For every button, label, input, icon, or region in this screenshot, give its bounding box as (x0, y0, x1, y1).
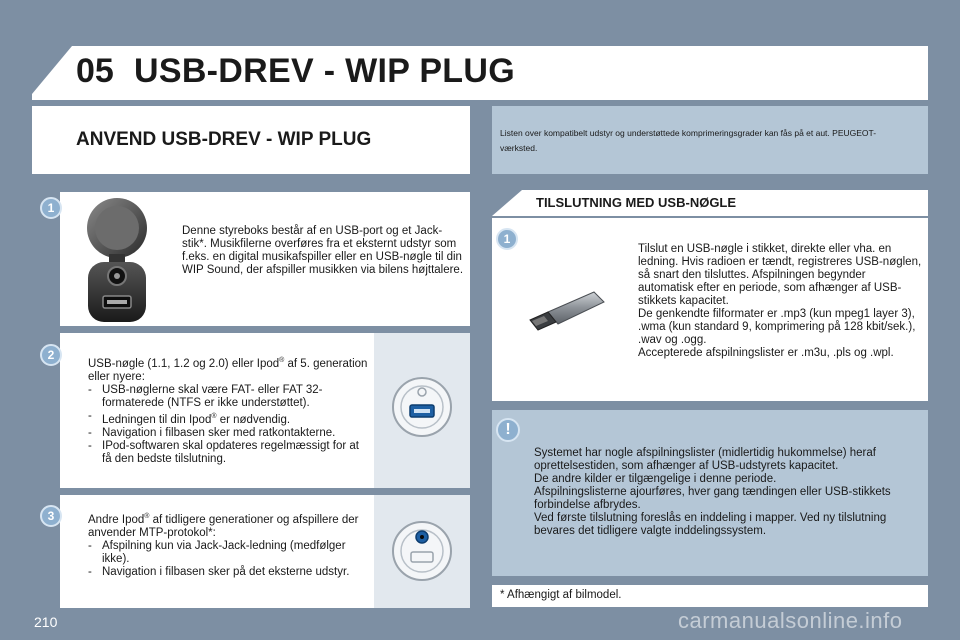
usb-port-highlight-illustration (390, 375, 454, 439)
step-3-image-column (374, 495, 470, 608)
page-number: 210 (34, 614, 58, 630)
step-1-text: Denne styreboks består af en USB-port og et Jack-stik*. Musikfilerne overføres fra et eksternt udstyr som f.eks. en digital musikafspiller eller en USB-nøgle til din WIP Sound, der afspiller musikken via bilens højttalere. (182, 225, 464, 276)
page-title: USB-DREV - WIP PLUG (134, 52, 515, 90)
step-2-image-column (374, 333, 470, 488)
footnote: * Afhængigt af bilmodel. (500, 589, 622, 601)
step-3-badge: 3 (40, 505, 62, 527)
watermark: carmanualsonline.info (678, 608, 903, 633)
usb-step-badge: 1 (496, 228, 518, 250)
chapter-number: 05 (76, 52, 114, 90)
list-item: - Navigation i filbasen sker med ratkontakterne. (88, 426, 336, 439)
step-2-badge: 2 (40, 344, 62, 366)
list-item: - Afspilning kun via Jack-Jack-ledning (medfølger ikke). (88, 539, 346, 565)
step-1-badge: 1 (40, 197, 62, 219)
list-item: - USB-nøglerne skal være FAT- eller FAT 32-formaterede (NTFS er ikke understøttet). (88, 383, 323, 409)
section-title: ANVEND USB-DREV - WIP PLUG (76, 129, 372, 150)
list-item: - Navigation i filbasen sker på det eksterne udstyr. (88, 565, 350, 578)
list-item: - Ledningen til din Ipod® er nødvendig. (88, 409, 291, 426)
step-3-intro: Andre Ipod® af tidligere generationer og afspillere der anvender MTP-protokol*: (88, 513, 359, 539)
warning-text: Systemet har nogle afspilningslister (midlertidig hukommelse) heraf oprettelsestiden, som afhænger af USB-udstyrets kapacitet. De andre kilder er tilgængelige i denne periode. Afspilningslisterne ajourføres, hver gang tændingen eller USB-stikkets forbindelse afbrydes. Ved første tilslutning foreslås en inddeling i mapper. Ved ny tilslutning bevares det tidligere valgte inddelingssystem. (534, 447, 891, 537)
step-2-text (88, 354, 368, 466)
usb-stick-illustration (524, 288, 608, 338)
usb-section-title: TILSLUTNING MED USB-NØGLE (536, 195, 737, 210)
compatibility-note: Listen over kompatibelt udstyr og understøttede komprimeringsgrader kan fås på et aut. PEUGEOT-værksted. (500, 128, 877, 153)
jack-port-highlight-illustration (390, 519, 454, 583)
usb-jack-box-illustration (78, 196, 156, 324)
step-3-text (88, 510, 370, 579)
step-2-intro: USB-nøgle (1.1, 1.2 og 2.0) eller Ipod® af 5. generation eller nyere: (88, 357, 368, 383)
usb-section-text: Tilslut en USB-nøgle i stikket, direkte eller vha. en ledning. Hvis radioen er tændt, registreres USB-nøglen, så snart den tilsluttes. Afspilningen begynder automatisk efter en periode, som afhænger af USB-stikkets kapacitet. De genkendte filformater er .mp3 (kun mpeg1 layer 3), .wma (kun standard 9, komprimering på 128 kbit/sek.), .wav og .ogg. Accepterede afspilningslister er .m3u, .pls og .wpl. (638, 243, 922, 359)
list-item: - IPod-softwaren skal opdateres regelmæssigt for at få den bedste tilslutning. (88, 439, 359, 465)
warning-icon: ! (496, 418, 520, 442)
